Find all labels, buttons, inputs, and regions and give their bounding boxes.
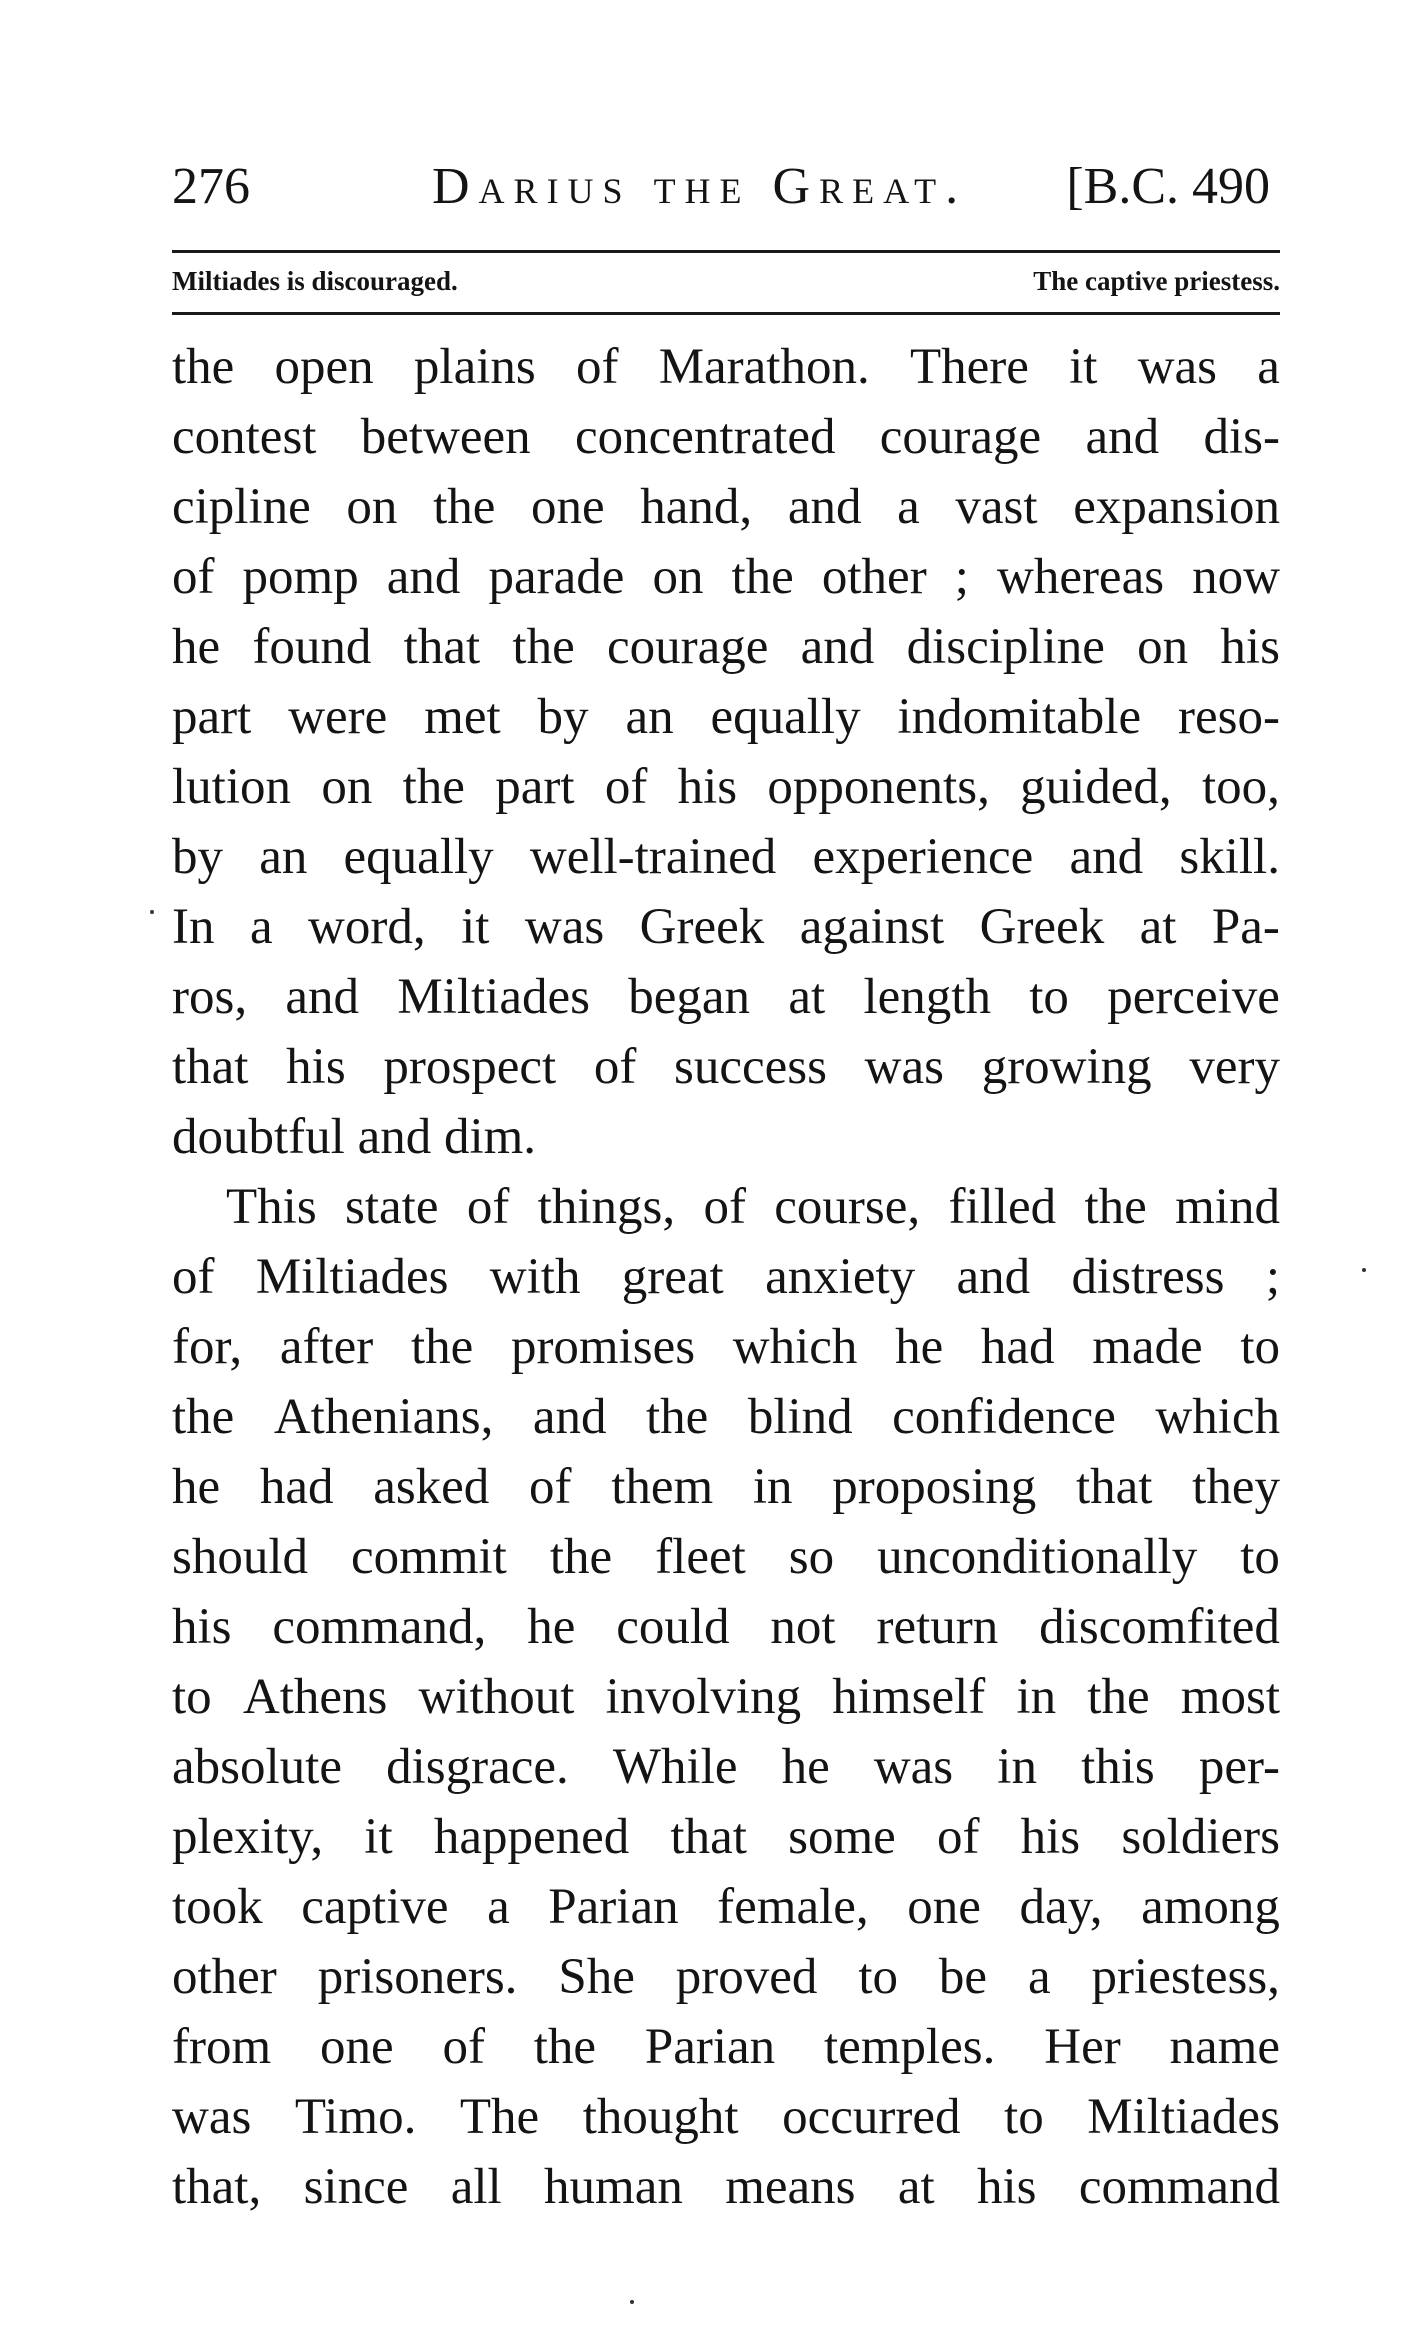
word: on [321, 759, 373, 815]
word: now [1192, 549, 1280, 605]
word: made [1092, 1319, 1203, 1375]
word: very [1189, 1039, 1280, 1095]
word: Marathon. [658, 339, 870, 395]
word: commit [351, 1529, 507, 1585]
text-line [172, 752, 1280, 822]
word: part [172, 689, 252, 745]
word: of [703, 1179, 746, 1235]
word: that [1075, 1459, 1153, 1515]
word: other [172, 1949, 277, 2005]
word: the [172, 1389, 235, 1445]
word: which [732, 1319, 858, 1375]
word: Timo. [294, 2089, 417, 2145]
word: the [533, 2019, 597, 2075]
word: that [670, 1809, 747, 1865]
word: Miltiades [397, 969, 590, 1025]
word: to [1029, 969, 1069, 1025]
word: in [752, 1459, 793, 1515]
word: Greek [639, 899, 765, 955]
running-head [172, 150, 1280, 224]
word: he [172, 1459, 221, 1515]
word: Greek [979, 899, 1105, 955]
word: absolute [172, 1739, 342, 1795]
word: of [604, 759, 648, 815]
word: anxiety [765, 1249, 916, 1305]
word: fleet [655, 1529, 746, 1585]
word: his [1220, 619, 1280, 675]
word: his [172, 1599, 232, 1655]
word: the [549, 1529, 613, 1585]
word: to [1240, 1319, 1280, 1375]
text-line [172, 1242, 1280, 1312]
word: other [821, 549, 927, 605]
word: perceive [1107, 969, 1280, 1025]
word: She [558, 1949, 635, 2005]
word: of [529, 1459, 572, 1515]
word: proposing [832, 1459, 1037, 1515]
word: concentrated [574, 409, 836, 465]
word: the [731, 549, 794, 605]
word: skill. [1179, 829, 1280, 885]
text-line [172, 822, 1280, 892]
print-speck [150, 910, 154, 914]
word: to [172, 1669, 212, 1725]
word: took [172, 1879, 263, 1935]
word: the [1087, 1669, 1150, 1725]
word: the [410, 1319, 474, 1375]
word: expansion [1073, 479, 1280, 535]
word: happened [433, 1809, 630, 1865]
word: Parian [548, 1879, 679, 1935]
word: he [781, 1739, 830, 1795]
word: things, [537, 1179, 676, 1235]
text-line [172, 1382, 1280, 1452]
word: return [876, 1599, 999, 1655]
word: command, [272, 1599, 487, 1655]
word: his [677, 759, 738, 815]
word: priestess, [1091, 1949, 1280, 2005]
word: one [531, 479, 605, 535]
word: one [907, 1879, 981, 1935]
word: had [259, 1459, 334, 1515]
word: parade [488, 549, 625, 605]
text-line: doubtful and dim. [172, 1109, 537, 1165]
side-note-right: The captive priestess. [1033, 266, 1280, 296]
word: and [285, 969, 360, 1025]
word: found [252, 619, 372, 675]
word: for, [172, 1319, 243, 1375]
word: captive [301, 1879, 449, 1935]
word: proved [675, 1949, 818, 2005]
word: it [1069, 339, 1098, 395]
word: could [616, 1599, 730, 1655]
word: he [527, 1599, 576, 1655]
word: not [770, 1599, 836, 1655]
word: this [1081, 1739, 1155, 1795]
word: his [977, 2159, 1037, 2215]
word: by [172, 829, 223, 885]
word: confidence [892, 1389, 1116, 1445]
word: from [172, 2019, 272, 2075]
word: filled [948, 1179, 1057, 1235]
word: a [897, 479, 920, 535]
word: opponents, [767, 759, 990, 815]
word: was [172, 2089, 252, 2145]
word: indomitable [897, 689, 1142, 745]
book-title: Darius the Great. [432, 158, 968, 215]
era-date: [B.C. 490 [1066, 158, 1270, 215]
word: of [593, 1039, 637, 1095]
word: contest [172, 409, 317, 465]
word: Pa- [1211, 899, 1280, 955]
word: to [1240, 1529, 1280, 1585]
side-notes [172, 258, 1280, 304]
word: female, [717, 1879, 869, 1935]
word: word, [308, 899, 426, 955]
word: a [249, 899, 273, 955]
word: met [424, 689, 501, 745]
word: it [364, 1809, 393, 1865]
word: length [863, 969, 991, 1025]
word: by [537, 689, 589, 745]
word: which [1155, 1389, 1280, 1445]
word: of [936, 1809, 980, 1865]
word: he [895, 1319, 944, 1375]
word: promises [510, 1319, 696, 1375]
print-speck [630, 2300, 634, 2304]
text-line [172, 1032, 1280, 1102]
word: success [674, 1039, 827, 1095]
word: a [1027, 1949, 1051, 2005]
word: should [172, 1529, 309, 1585]
word: after [279, 1319, 374, 1375]
text-line [172, 2012, 1280, 2082]
print-speck [1362, 1268, 1366, 1272]
word: at [897, 2159, 935, 2215]
word: dis- [1203, 409, 1280, 465]
word: ; [1265, 1249, 1280, 1305]
word: great [621, 1249, 724, 1305]
word: day, [1019, 1879, 1103, 1935]
word: the [433, 479, 496, 535]
word: pomp [242, 549, 359, 605]
word: that, [172, 2159, 262, 2215]
word: without [418, 1669, 575, 1725]
word: reso- [1178, 689, 1280, 745]
word: There [909, 339, 1029, 395]
word: asked [373, 1459, 490, 1515]
word: plains [413, 339, 536, 395]
word: part [495, 759, 575, 815]
word: since [303, 2159, 409, 2215]
word: blind [747, 1389, 853, 1445]
word: was [524, 899, 605, 955]
word: and [1085, 409, 1160, 465]
word: he [172, 619, 221, 675]
word: While [612, 1739, 738, 1795]
word: The [459, 2089, 540, 2145]
word: was [1137, 339, 1218, 395]
word: on [346, 479, 398, 535]
word: prospect [383, 1039, 557, 1095]
word: ; [954, 549, 969, 605]
text-line [172, 2152, 1280, 2222]
word: experience [812, 829, 1034, 885]
header-rule-top [172, 250, 1280, 253]
word: they [1192, 1459, 1280, 1515]
word: and [1069, 829, 1144, 885]
word: courage [879, 409, 1042, 465]
word: occurred [782, 2089, 961, 2145]
word: his [1020, 1809, 1081, 1865]
word: it [461, 899, 490, 955]
word: and [386, 549, 461, 605]
word: courage [606, 619, 769, 675]
text-line [172, 962, 1280, 1032]
word: involving [605, 1669, 802, 1725]
side-note-left: Miltiades is discouraged. [172, 266, 458, 296]
word: was [864, 1039, 944, 1095]
text-line [172, 2082, 1280, 2152]
paragraph-2 [172, 1172, 1280, 2222]
word: command [1078, 2159, 1280, 2215]
word: so [788, 1529, 835, 1585]
word: among [1141, 1879, 1280, 1935]
word: ros, [172, 969, 248, 1025]
text-line [172, 402, 1280, 472]
word: equally [710, 689, 861, 745]
text-line [172, 1592, 1280, 1662]
word: unconditionally [877, 1529, 1198, 1585]
text-line [172, 892, 1280, 962]
word: that [403, 619, 481, 675]
page-number: 276 [172, 158, 250, 215]
word: hand, [640, 479, 753, 535]
word: at [1139, 899, 1177, 955]
word: disgrace. [386, 1739, 569, 1795]
word: against [799, 899, 945, 955]
text-line [172, 472, 1280, 542]
word: state [345, 1179, 439, 1235]
word: This [226, 1179, 317, 1235]
word: well-trained [529, 829, 777, 885]
word: course, [774, 1179, 921, 1235]
word: and [532, 1389, 607, 1445]
word: was [873, 1739, 954, 1795]
word: human [544, 2159, 683, 2215]
word: of [442, 2019, 485, 2075]
word: that [172, 1039, 249, 1095]
word: Athens [242, 1669, 388, 1725]
word: at [788, 969, 826, 1025]
word: Miltiades [255, 1249, 449, 1305]
word: too, [1201, 759, 1280, 815]
text-line [172, 612, 1280, 682]
word: an [625, 689, 674, 745]
word: and [787, 479, 862, 535]
word: the [172, 339, 235, 395]
word: cipline [172, 479, 311, 535]
text-line [172, 332, 1280, 402]
word: the [402, 759, 465, 815]
word: an [259, 829, 308, 885]
paragraph-1 [172, 332, 1280, 1172]
word: on [1137, 619, 1189, 675]
word: whereas [996, 549, 1165, 605]
word: In [172, 899, 215, 955]
word: were [288, 689, 388, 745]
word: Her [1044, 2019, 1121, 2075]
word: them [611, 1459, 714, 1515]
word: some [788, 1809, 896, 1865]
text-line [172, 682, 1280, 752]
word: a [487, 1879, 510, 1935]
word: discomfited [1039, 1599, 1280, 1655]
word: distress [1071, 1249, 1225, 1305]
text-line [172, 1522, 1280, 1592]
word: means [725, 2159, 856, 2215]
word: guided, [1020, 759, 1172, 815]
word: on [652, 549, 704, 605]
word: and [956, 1249, 1031, 1305]
word: and [800, 619, 875, 675]
text-line [172, 1452, 1280, 1522]
word: name [1169, 2019, 1280, 2075]
text-line [172, 1942, 1280, 2012]
word: most [1180, 1669, 1280, 1725]
word: of [466, 1179, 510, 1235]
text-line [172, 1732, 1280, 1802]
word: discipline [906, 619, 1105, 675]
word: began [628, 969, 751, 1025]
text-line [172, 1312, 1280, 1382]
body-text [172, 332, 1280, 2222]
text-line [172, 1802, 1280, 1872]
word: Parian [644, 2019, 776, 2075]
word: vast [955, 479, 1038, 535]
word: thought [582, 2089, 739, 2145]
word: the [1084, 1179, 1147, 1235]
word: open [274, 339, 374, 395]
word: a [1257, 339, 1280, 395]
word: Miltiades [1087, 2089, 1280, 2145]
word: had [980, 1319, 1055, 1375]
word: of [172, 1249, 215, 1305]
word: of [575, 339, 619, 395]
word: plexity, [172, 1809, 324, 1865]
word: lution [172, 759, 292, 815]
word: to [1004, 2089, 1044, 2145]
word: Athenians, [273, 1389, 494, 1445]
word: of [172, 549, 215, 605]
word: one [319, 2019, 394, 2075]
word: be [938, 1949, 988, 2005]
word: prisoners. [317, 1949, 518, 2005]
word: growing [981, 1039, 1152, 1095]
word: between [360, 409, 531, 465]
word: in [997, 1739, 1037, 1795]
text-line [172, 1172, 1280, 1242]
word: temples. [824, 2019, 996, 2075]
word: himself [832, 1669, 986, 1725]
text-line [172, 542, 1280, 612]
word: to [858, 1949, 898, 2005]
word: in [1016, 1669, 1057, 1725]
word: mind [1175, 1179, 1280, 1235]
word: the [512, 619, 575, 675]
word: equally [343, 829, 494, 885]
text-line [172, 1872, 1280, 1942]
text-line [172, 1662, 1280, 1732]
word: soldiers [1121, 1809, 1280, 1865]
word: all [450, 2159, 502, 2215]
word: with [489, 1249, 581, 1305]
word: per- [1198, 1739, 1280, 1795]
word: his [286, 1039, 346, 1095]
header-rule-bottom [172, 312, 1280, 315]
word: the [646, 1389, 709, 1445]
